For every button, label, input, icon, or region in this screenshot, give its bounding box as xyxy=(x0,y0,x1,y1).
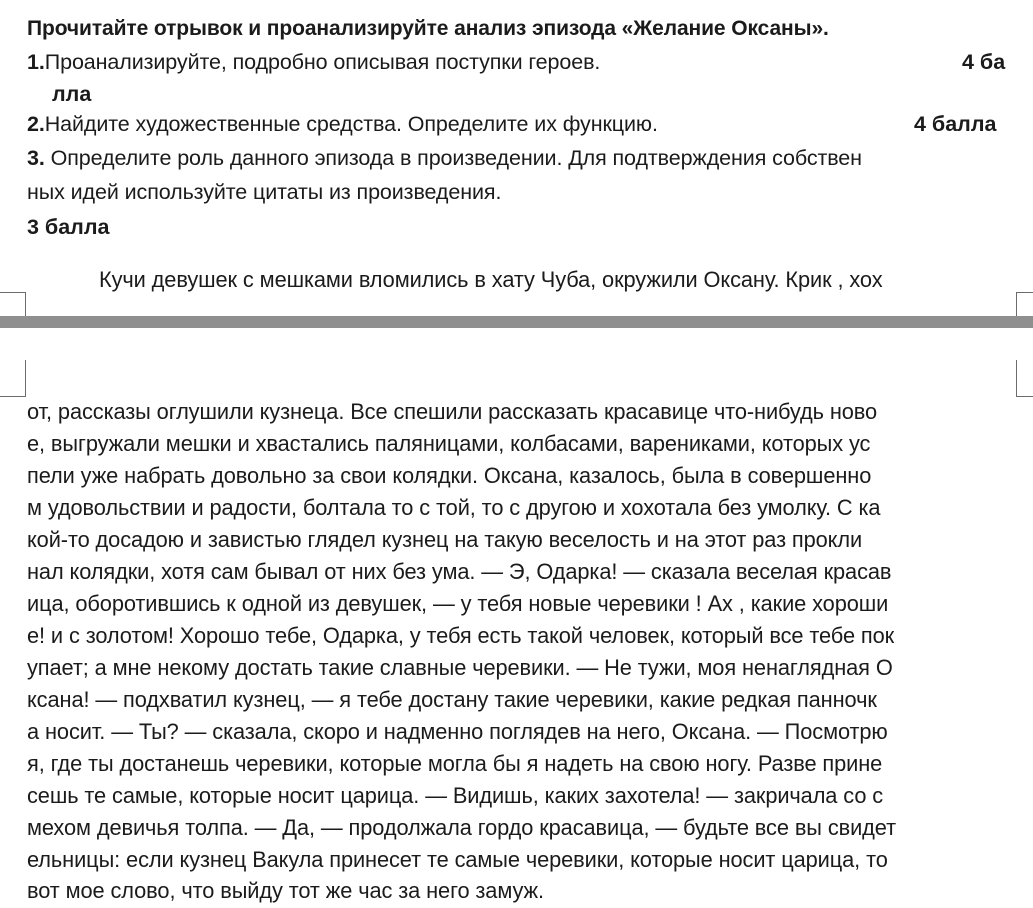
task-item-2 xyxy=(27,110,658,138)
excerpt-line: сешь те самые, которые носит царица. — Видишь, каких захотела! — закричала со с xyxy=(27,783,884,808)
excerpt-line: ксана! — подхватил кузнец, — я тебе достану такие черевики, какие редкая панночк xyxy=(27,687,877,712)
page-break-separator xyxy=(0,316,1033,328)
task-item-1 xyxy=(27,48,600,76)
task-item-3-text-line1: Определите роль данного эпизода в произведении. Для подтверждения собствен xyxy=(44,146,862,170)
excerpt-line: ица, оборотившись к одной из девушек, — у тебя новые черевики ! Ах , какие хороши xyxy=(27,591,889,616)
task-item-1-points-a: 4 ба xyxy=(962,50,1006,74)
excerpt-line: м удовольствии и радости, болтала то с той, то с другою и хохотала без умолку. С ка xyxy=(27,495,881,520)
excerpt-line: пели уже набрать довольно за свои колядки. Оксана, казалось, была в совершенно xyxy=(27,463,872,488)
task-item-1-number: 1. xyxy=(27,50,45,74)
task-item-2-text: Найдите художественные средства. Определите их функцию. xyxy=(44,112,658,136)
excerpt-line: от, рассказы оглушили кузнеца. Все спешили рассказать красавице что-нибудь ново xyxy=(27,399,878,424)
page-corner-top-right xyxy=(1016,292,1033,317)
page-corner-bottom-left xyxy=(0,360,26,397)
excerpt-line: е, выгружали мешки и хвастались паляницами, колбасами, варениками, которых ус xyxy=(27,431,871,456)
task-item-3-text-line2: ных идей используйте цитаты из произведения. xyxy=(27,180,502,204)
task-item-2-points: 4 балла xyxy=(914,112,997,136)
excerpt-line: нал колядки, хотя сам бывал от них без ума. — Э, Одарка! — сказала веселая красав xyxy=(27,559,892,584)
excerpt-line: упает; а мне некому достать такие славные черевики. — Не тужи, моя ненаглядная О xyxy=(27,655,893,680)
task-item-2-number: 2. xyxy=(27,112,45,136)
page-corner-top-left xyxy=(0,292,26,317)
excerpt-line: е! и с золотом! Хорошо тебе, Одарка, у тебя есть такой человек, который все тебе пок xyxy=(27,623,895,648)
task-heading: Прочитайте отрывок и проанализируйте анализ эпизода «Желание Оксаны». xyxy=(27,17,829,40)
task-item-1-text: Проанализируйте, подробно описывая поступки героев. xyxy=(44,50,601,74)
page-corner-bottom-right xyxy=(1016,360,1033,397)
task-item-3 xyxy=(27,144,862,172)
excerpt-line: ельницы: если кузнец Вакула принесет те самые черевики, которые носит царица, то xyxy=(27,847,888,872)
task-item-1-points-b: лла xyxy=(52,82,92,106)
task-item-3-number: 3. xyxy=(27,146,45,170)
excerpt-line: я, где ты достанешь черевики, которые могла бы я надеть на свою ногу. Разве прине xyxy=(27,751,883,776)
excerpt-first-line: Кучи девушек с мешками вломились в хату Чуба, окружили Оксану. Крик , хох xyxy=(99,267,883,292)
task-item-3-points: 3 балла xyxy=(27,215,110,239)
excerpt-line: мехом девичья толпа. — Да, — продолжала гордо красавица, — будьте все вы свидет xyxy=(27,815,896,840)
excerpt-line: кой-то досадою и завистью глядел кузнец на такую веселость и на этот раз прокли xyxy=(27,527,863,552)
excerpt-line: вот мое слово, что выйду тот же час за него замуж. xyxy=(27,878,544,903)
excerpt-line: а носит. — Ты? — сказала, скоро и надменно поглядев на него, Оксана. — Посмотрю xyxy=(27,719,888,744)
